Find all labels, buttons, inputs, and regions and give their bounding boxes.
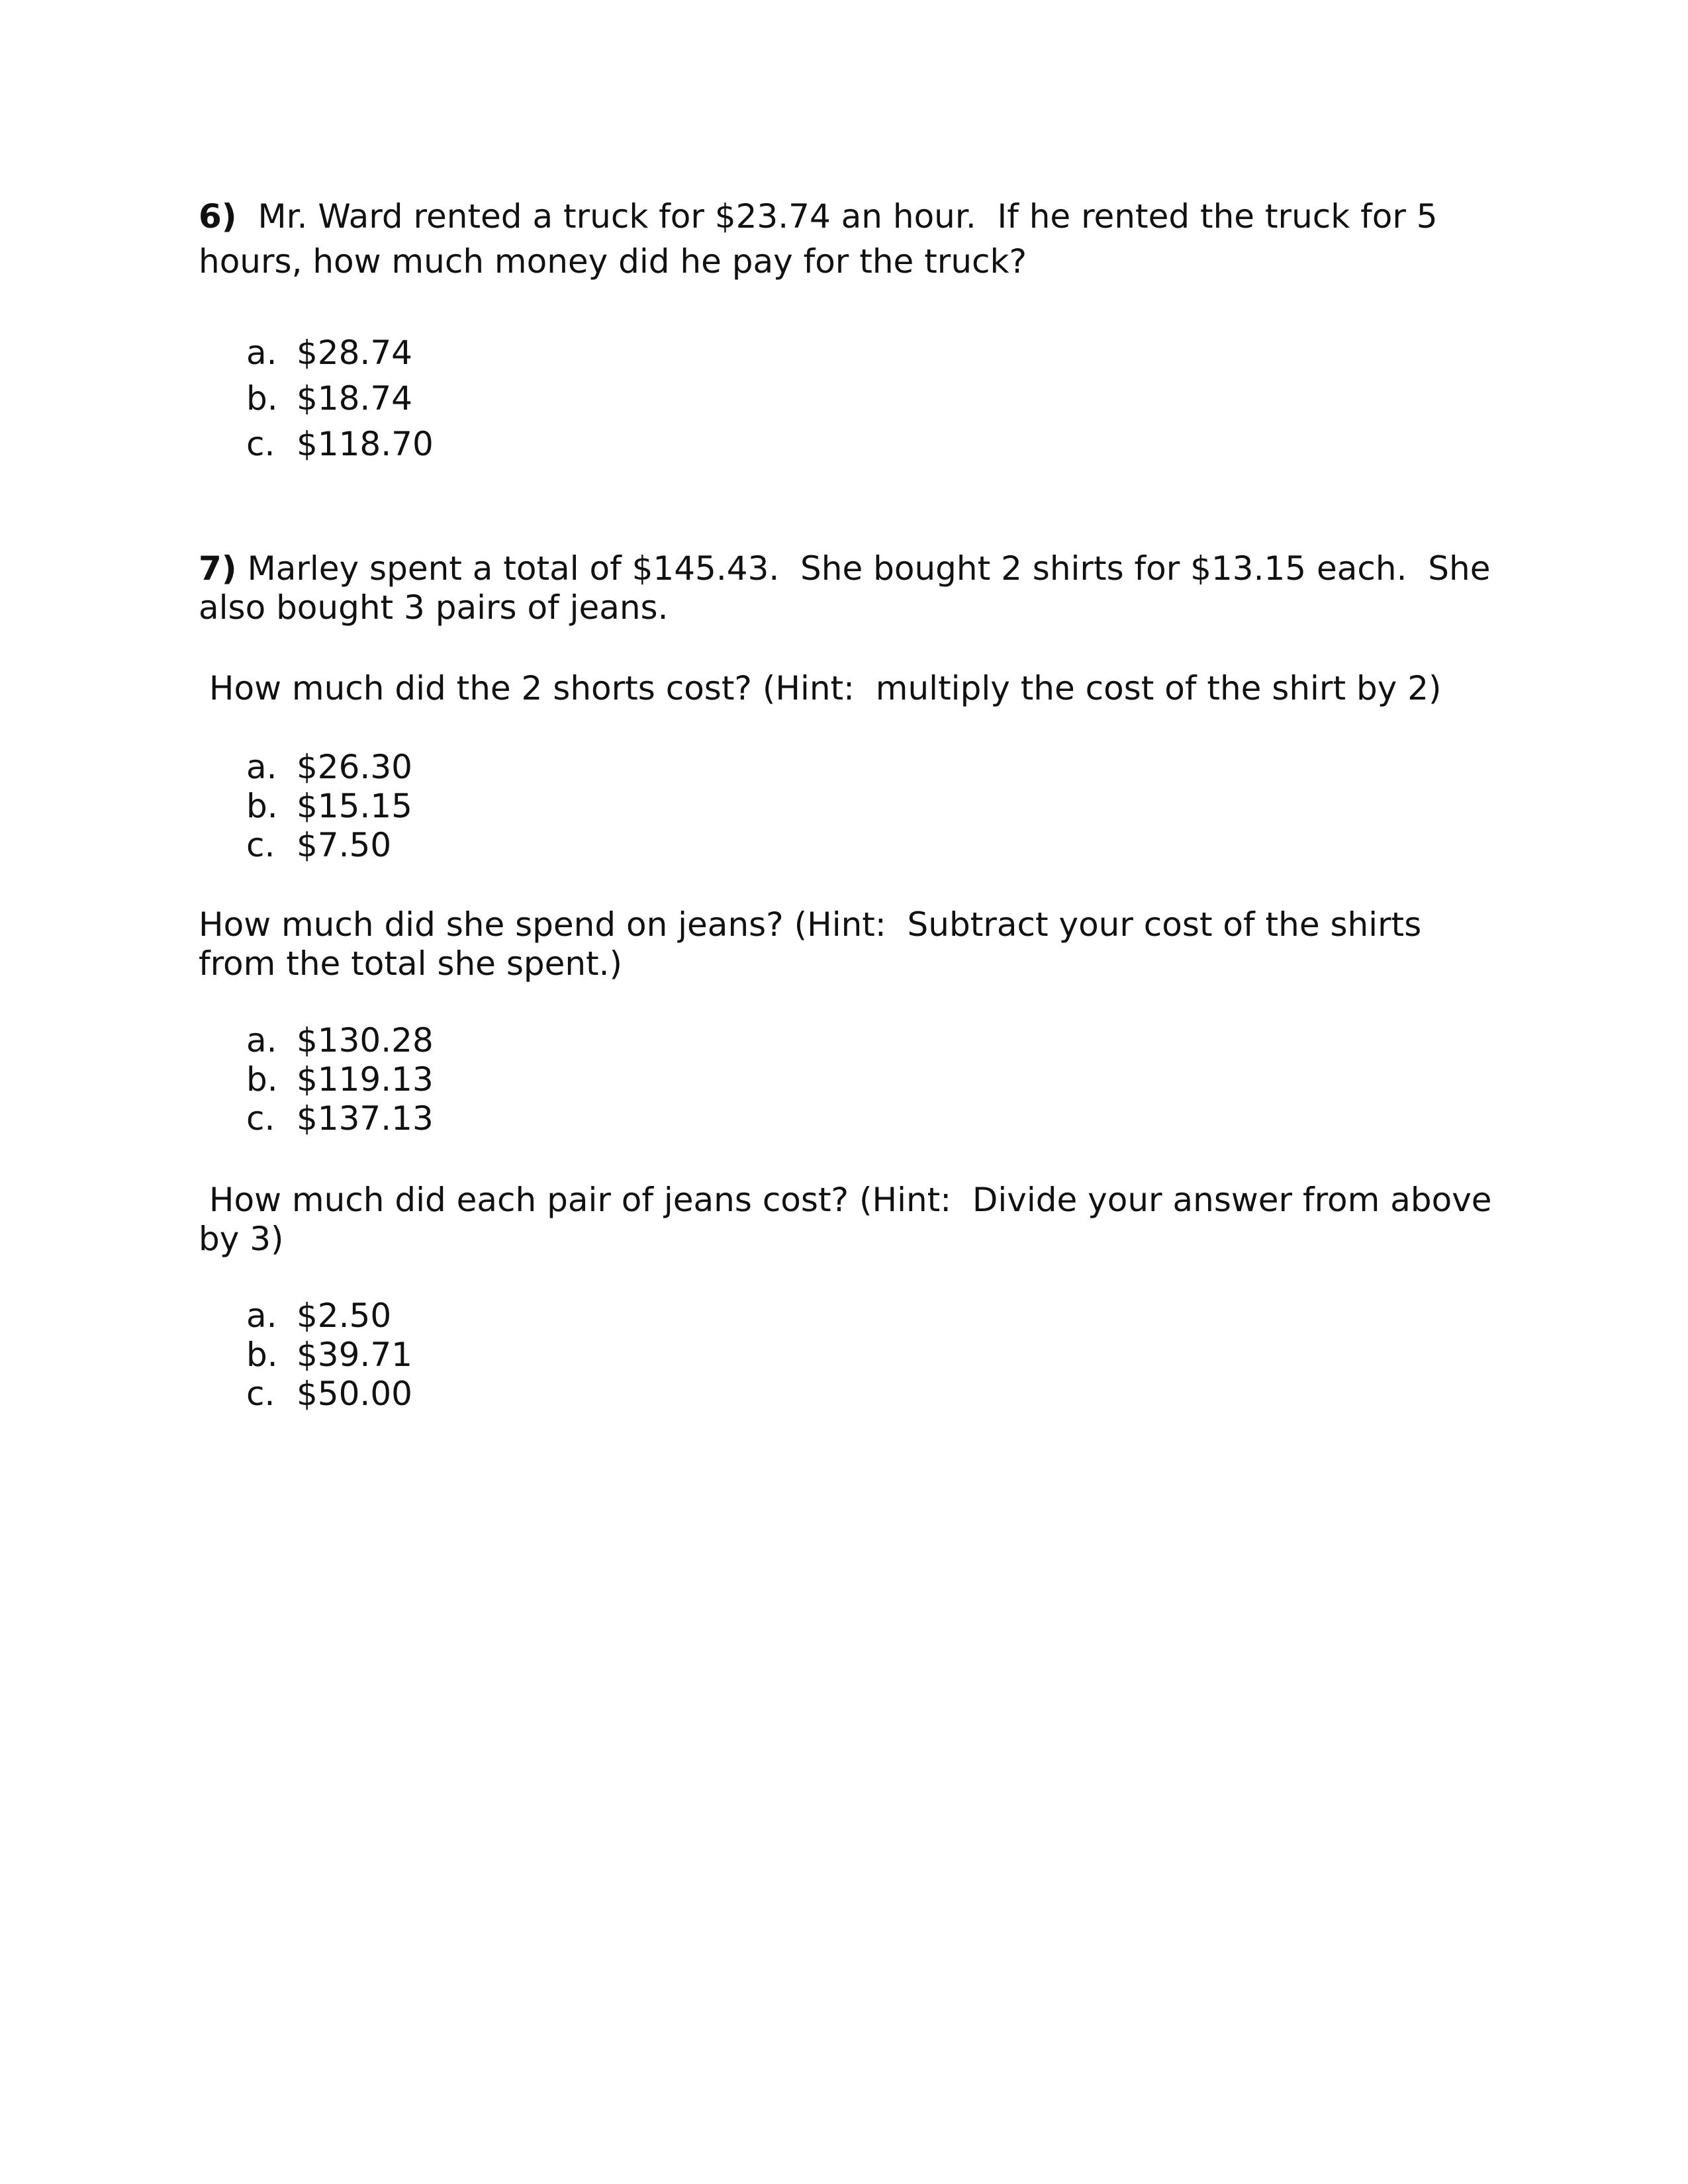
answer-option[interactable] xyxy=(246,1021,434,1060)
option-value: $18.74 xyxy=(297,379,412,418)
option-value: $118.70 xyxy=(297,425,434,463)
option-value: $50.00 xyxy=(297,1375,412,1413)
answer-option[interactable] xyxy=(246,330,434,376)
option-value: $130.28 xyxy=(297,1021,434,1060)
question-6-options xyxy=(246,330,434,467)
question-text: Mr. Ward rented a truck for $23.74 an hour. If he rented the truck for 5 hours, how much money did he pay for the truck? xyxy=(199,197,1448,281)
option-value: $137.13 xyxy=(297,1099,434,1138)
option-letter: b. xyxy=(246,1336,278,1374)
answer-option[interactable] xyxy=(246,376,434,422)
option-letter: c. xyxy=(246,425,275,463)
option-letter: c. xyxy=(246,1099,275,1138)
question-7-part-2: How much did she spend on jeans? (Hint: Subtract your cost of the shirts from the total she spent.) xyxy=(199,905,1432,983)
answer-option[interactable] xyxy=(246,1336,412,1375)
option-letter: b. xyxy=(246,379,278,418)
question-6 xyxy=(199,194,1496,284)
question-number: 6) xyxy=(199,197,237,236)
option-letter: b. xyxy=(246,787,278,825)
question-7-part-3-options xyxy=(246,1297,412,1414)
question-text: Marley spent a total of $145.43. She bought 2 shirts for $13.15 each. She also bought 3 pairs of jeans. xyxy=(199,549,1501,627)
question-7 xyxy=(199,549,1501,627)
option-value: $26.30 xyxy=(297,748,412,786)
option-value: $7.50 xyxy=(297,826,392,864)
answer-option[interactable] xyxy=(246,748,412,787)
option-letter: c. xyxy=(246,1375,275,1413)
answer-option[interactable] xyxy=(246,1297,412,1336)
option-letter: a. xyxy=(246,1297,277,1335)
option-letter: a. xyxy=(246,748,277,786)
question-7-part-1-options xyxy=(246,748,412,865)
question-number: 7) xyxy=(199,549,237,588)
answer-option[interactable] xyxy=(246,422,434,467)
option-value: $28.74 xyxy=(297,334,412,372)
option-letter: a. xyxy=(246,334,277,372)
question-7-part-3: How much did each pair of jeans cost? (Hint: Divide your answer from above by 3) xyxy=(199,1181,1503,1258)
answer-option[interactable] xyxy=(246,826,412,865)
question-7-part-2-options xyxy=(246,1021,434,1138)
answer-option[interactable] xyxy=(246,1060,434,1099)
option-value: $39.71 xyxy=(297,1336,412,1374)
option-value: $119.13 xyxy=(297,1060,434,1099)
question-7-part-1: How much did the 2 shorts cost? (Hint: multiply the cost of the shirt by 2) xyxy=(199,669,1442,707)
option-letter: b. xyxy=(246,1060,278,1099)
answer-option[interactable] xyxy=(246,787,412,826)
option-value: $15.15 xyxy=(297,787,412,825)
option-letter: c. xyxy=(246,826,275,864)
answer-option[interactable] xyxy=(246,1099,434,1138)
option-value: $2.50 xyxy=(297,1297,392,1335)
option-letter: a. xyxy=(246,1021,277,1060)
answer-option[interactable] xyxy=(246,1375,412,1414)
